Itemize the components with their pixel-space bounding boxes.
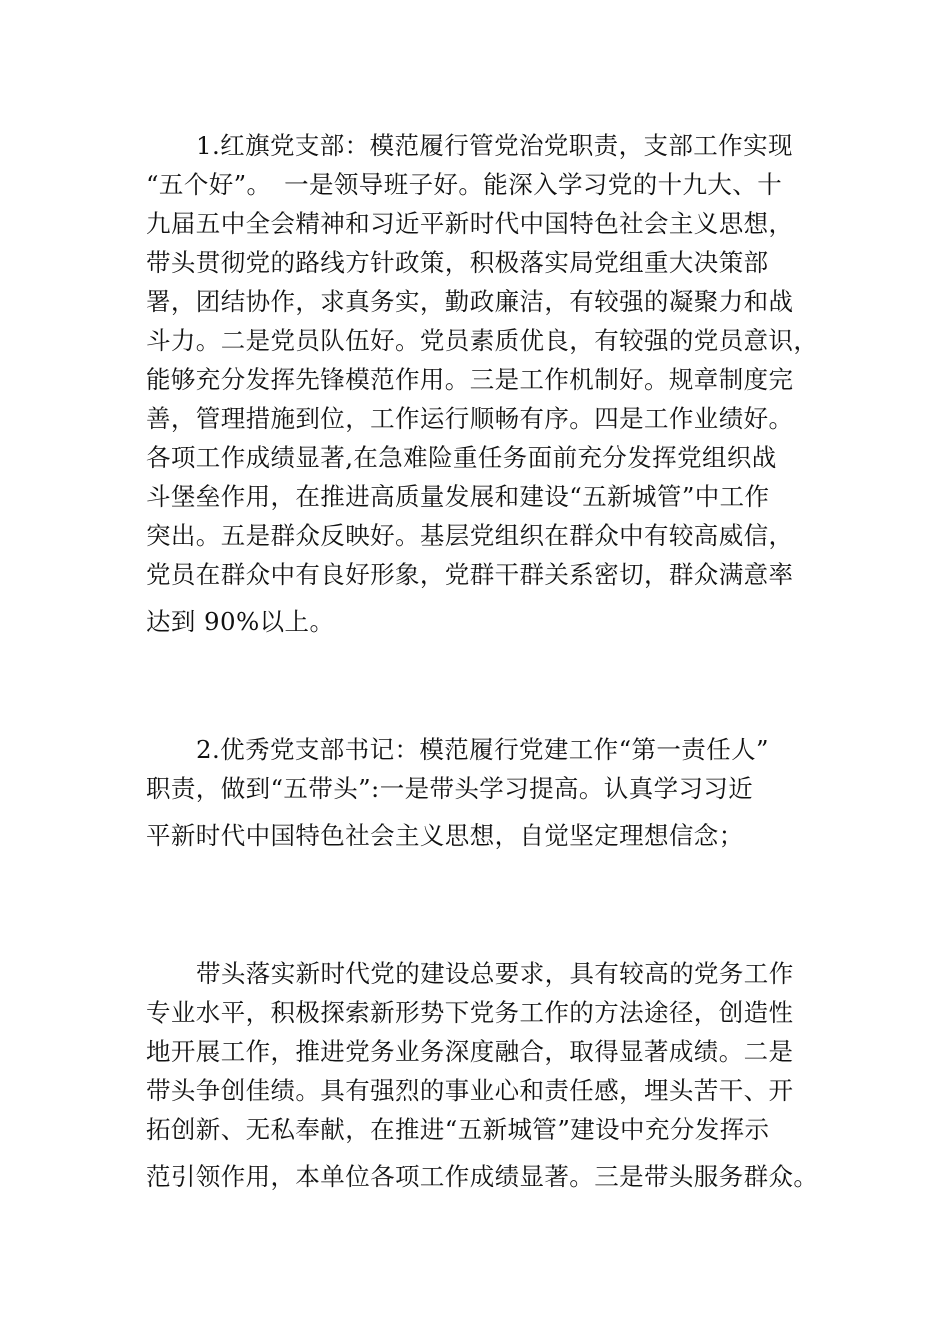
text-line: 九届五中全会精神和习近平新时代中国特色社会主义思想， — [146, 209, 794, 238]
text-line: 带头贯彻党的路线方针政策，积极落实局党组重大决策部 — [146, 248, 769, 277]
text-line: 善，管理措施到位，工作运行顺畅有序。四是工作业绩好。 — [146, 404, 794, 433]
text-line: 党员在群众中有良好形象，党群干群关系密切，群众满意率 — [146, 560, 794, 589]
text-line: 达到 90%以上。 — [146, 607, 335, 636]
text-line: 带头落实新时代党的建设总要求，具有较高的党务工作 — [196, 959, 794, 988]
text-line: 范引领作用，本单位各项工作成绩显著。三是带头服务群众。 — [146, 1162, 819, 1191]
text-line: 斗力。二是党员队伍好。党员素质优良，有较强的党员意识， — [146, 326, 819, 355]
text-line: 能够充分发挥先锋模范作用。三是工作机制好。规章制度完 — [146, 365, 794, 394]
text-line: 职责，做到“五带头”:一是带头学习提高。认真学习习近 — [146, 774, 754, 803]
paragraph-lead-implementation — [146, 954, 819, 1196]
text-line: 拓创新、无私奉献，在推进“五新城管”建设中充分发挥示 — [146, 1115, 770, 1144]
paragraph-branch-secretary — [146, 730, 814, 855]
text-line: 突出。五是群众反映好。基层党组织在群众中有较高威信， — [146, 521, 794, 550]
text-line: 专业水平，积极探索新形势下党务工作的方法途径，创造性 — [146, 998, 794, 1027]
text-line: 2.优秀党支部书记：模范履行党建工作“第一责任人” — [196, 735, 769, 764]
text-line: “五个好”。 一是领导班子好。能深入学习党的十九大、十 — [146, 170, 783, 199]
text-line: 平新时代中国特色社会主义思想，自觉坚定理想信念； — [146, 821, 744, 850]
text-line: 署，团结协作，求真务实，勤政廉洁，有较强的凝聚力和战 — [146, 287, 794, 316]
text-line: 各项工作成绩显著,在急难险重任务面前充分发挥党组织战 — [146, 443, 777, 472]
text-line: 带头争创佳绩。具有强烈的事业心和责任感，埋头苦干、开 — [146, 1076, 794, 1105]
text-line: 斗堡垒作用，在推进高质量发展和建设“五新城管”中工作 — [146, 482, 770, 511]
text-line: 1.红旗党支部：模范履行管党治党职责，支部工作实现 — [196, 131, 793, 160]
paragraph-red-flag-branch — [146, 126, 819, 641]
text-line: 地开展工作，推进党务业务深度融合，取得显著成绩。二是 — [146, 1037, 794, 1066]
